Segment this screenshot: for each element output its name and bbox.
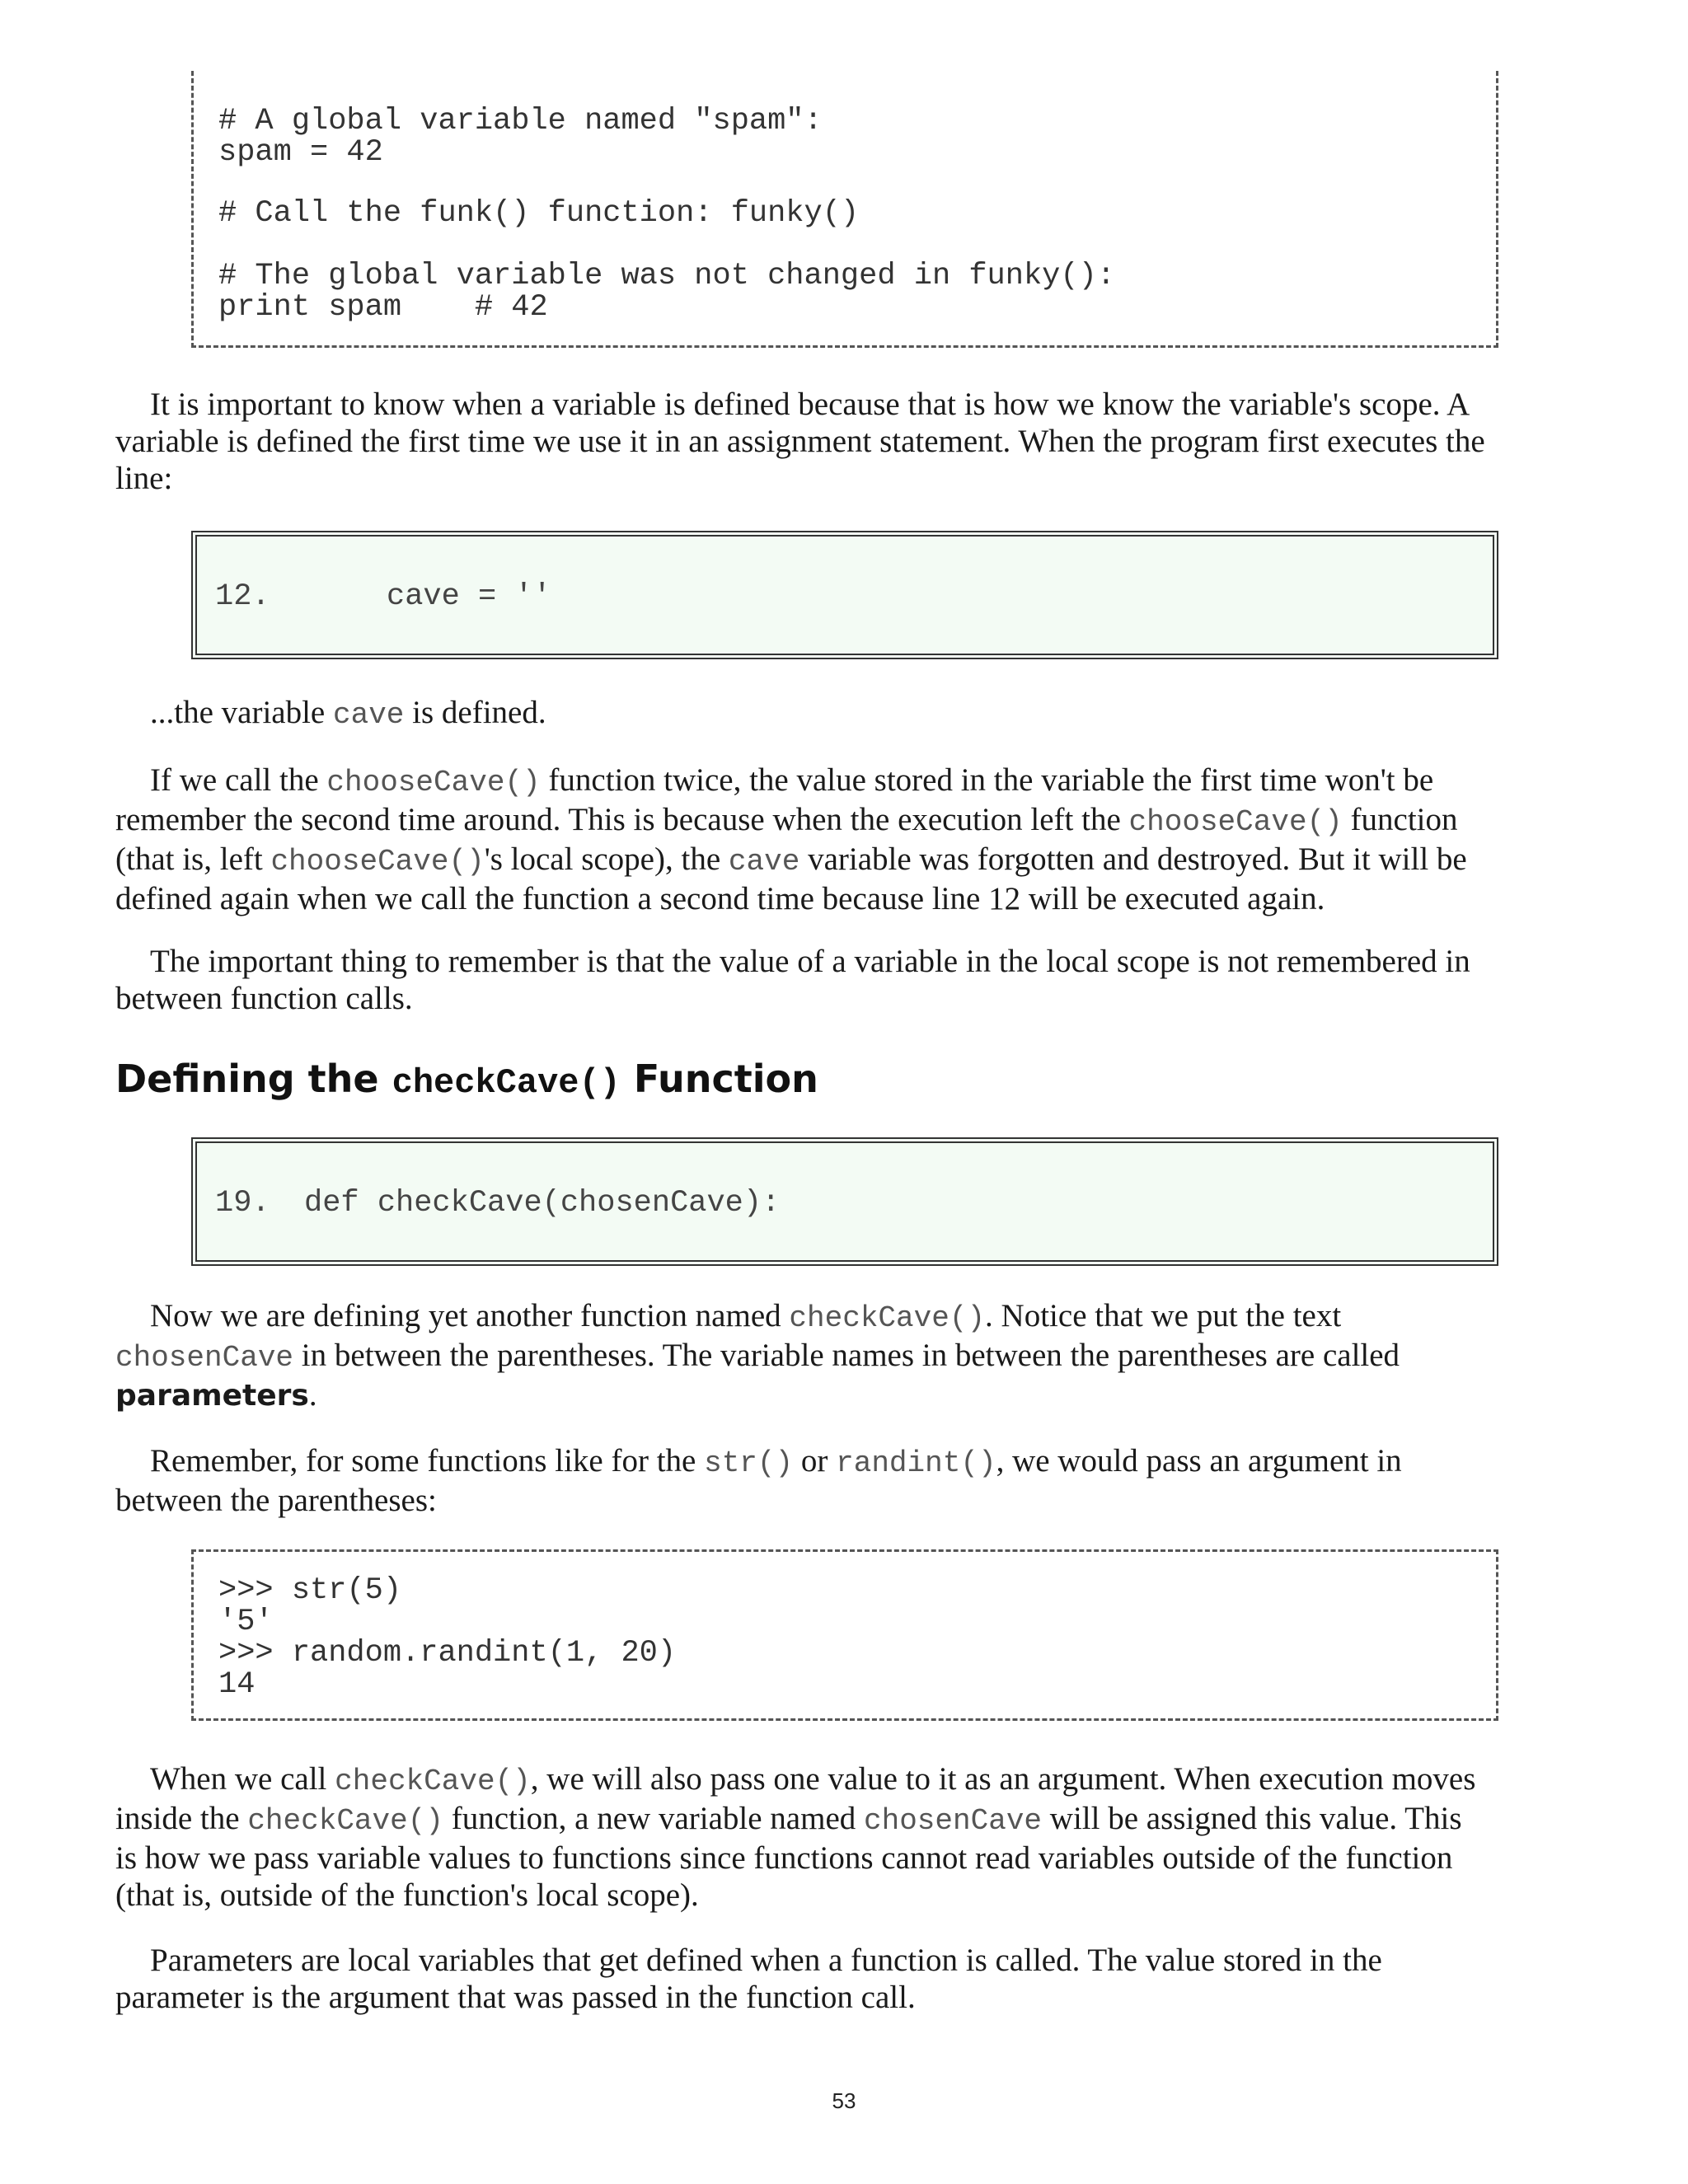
text: remember the second time around. This is because when the execution left the [115, 802, 1129, 837]
heading-text: Defining the [115, 1057, 392, 1101]
text: inside the [115, 1801, 248, 1836]
page-number: 53 [832, 2088, 856, 2113]
code-line: print spam # 42 [218, 290, 548, 325]
text-line: parameter is the argument that was passed in the function call. [115, 1980, 916, 2015]
line-number: 12. [215, 579, 270, 614]
text: Now we are defining yet another function named [150, 1298, 790, 1333]
code-listing-line-19 [191, 1137, 1498, 1266]
inline-code: cave [728, 845, 800, 879]
code-example-global [191, 71, 1498, 348]
text: Remember, for some functions like for the [150, 1443, 705, 1479]
code-line: # The global variable was not changed in funky(): [218, 259, 1115, 293]
text: variable was forgotten and destroyed. But it will be [799, 841, 1467, 877]
inline-code: checkCave() [789, 1301, 986, 1335]
paragraph-parameters-local [115, 1942, 1566, 2016]
code-line: '5' [218, 1605, 274, 1639]
inline-code: checkCave() [335, 1765, 531, 1798]
text-line: is how we pass variable values to functions since functions cannot read variables outside of the function [115, 1840, 1453, 1876]
section-heading [115, 1057, 818, 1103]
text: . [308, 1377, 317, 1413]
text: ...the variable [150, 695, 333, 730]
text: function [1342, 802, 1458, 837]
text: function, a new variable named [443, 1801, 864, 1836]
text-line: The important thing to remember is that the value of a variable in the local scope is not remembered in [150, 944, 1470, 979]
paragraph-choosecave-twice [115, 762, 1566, 917]
text: in between the parentheses. The variable names in between the parentheses are called [293, 1338, 1400, 1373]
text-line: Parameters are local variables that get defined when a function is called. The value stored in the [150, 1943, 1382, 1978]
code-text: cave = '' [387, 579, 551, 614]
paragraph-checkcave-definition [115, 1297, 1566, 1414]
code-example-str [191, 1549, 1498, 1721]
text-line: line: [115, 461, 173, 496]
inline-code: chosenCave [115, 1341, 294, 1375]
code-listing-line-12 [191, 531, 1498, 659]
text-line: variable is defined the first time we use it in an assignment statement. When the program first executes the [115, 424, 1485, 459]
code-line: >>> str(5) [218, 1573, 402, 1608]
text-line: between the parentheses: [115, 1483, 437, 1518]
paragraph-variable-definition [115, 386, 1566, 497]
text: is defined. [404, 695, 546, 730]
text: function twice, the value stored in the variable the first time won't be [540, 762, 1434, 798]
inline-code: chooseCave() [1128, 805, 1343, 839]
inline-code: chosenCave [864, 1804, 1043, 1838]
line-number: 19. [215, 1186, 270, 1221]
paragraph-pass-value [115, 1760, 1566, 1914]
code-text: def checkCave(chosenCave): [304, 1186, 781, 1221]
heading-text: Function [620, 1057, 818, 1101]
code-line: # A global variable named "spam": [218, 104, 823, 138]
text: . Notice that we put the text [985, 1298, 1342, 1333]
inline-code: chooseCave() [326, 766, 541, 799]
text: If we call the [150, 762, 327, 798]
text: 's local scope), the [484, 841, 729, 877]
text: (that is, left [115, 841, 271, 877]
code-line: spam = 42 [218, 135, 383, 170]
text-line: between function calls. [115, 981, 413, 1016]
code-line: 14 [218, 1667, 256, 1702]
text: will be assigned this value. This [1042, 1801, 1462, 1836]
text-line: defined again when we call the function a second time because line 12 will be executed again. [115, 881, 1325, 916]
text-line: It is important to know when a variable is defined because that is how we know the variable's scope. A [150, 387, 1470, 422]
term-parameters: parameters [115, 1379, 309, 1413]
inline-code: cave [332, 698, 405, 732]
code-line: # Call the funk() function: funky() [218, 196, 860, 231]
text-line: (that is, outside of the function's local scope). [115, 1877, 699, 1913]
inline-code: chooseCave() [270, 845, 485, 879]
inline-code: randint() [836, 1446, 996, 1480]
inline-code: str() [704, 1446, 794, 1480]
text: When we call [150, 1761, 335, 1797]
heading-code: checkCave() [392, 1063, 621, 1103]
code-line: >>> random.randint(1, 20) [218, 1636, 677, 1671]
inline-code: checkCave() [247, 1804, 443, 1838]
paragraph-cave-defined [115, 694, 1566, 733]
paragraph-important-thing [115, 943, 1566, 1017]
text: , we would pass an argument in [996, 1443, 1402, 1479]
text: , we will also pass one value to it as an argument. When execution moves [530, 1761, 1476, 1797]
paragraph-remember-arguments [115, 1442, 1566, 1519]
text: or [793, 1443, 837, 1479]
